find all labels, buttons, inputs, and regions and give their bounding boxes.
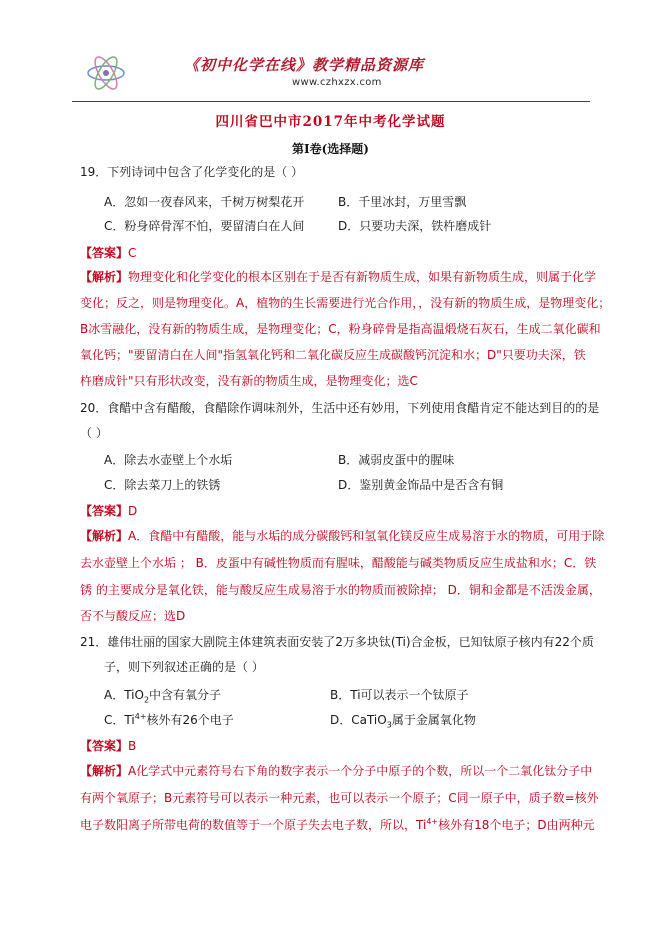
option-text: D．CaTiO bbox=[330, 713, 387, 727]
answer-label: 【答案】 bbox=[80, 504, 129, 518]
banner-title: 《初中化学在线》教学精品资源库 bbox=[184, 56, 425, 74]
answer-value: B bbox=[128, 739, 137, 753]
option-text: A．TiO bbox=[104, 688, 144, 702]
q19-option-c: C．粉身碎骨浑不怕，要留清白在人间 bbox=[104, 219, 305, 233]
analysis-text: A．食醋中有醋酸，能与水垢的成分碳酸钙和氢氧化镁反应生成易溶于水的物质，可用于除 bbox=[128, 529, 605, 543]
q20-analysis-1 bbox=[80, 528, 604, 544]
q19-analysis-1 bbox=[80, 269, 596, 285]
option-text: 核外有26个电子 bbox=[146, 713, 234, 727]
q19-analysis-3: B冰雪融化，没有新的物质生成，是物理变化；C，粉身碎骨是指高温煅烧石灰石，生成二氧化碳和 bbox=[80, 322, 601, 336]
option-text: 属于金属氧化物 bbox=[391, 713, 476, 727]
q21-option-b: B．Ti可以表示一个钛原子 bbox=[330, 688, 469, 702]
subscript: 3 bbox=[386, 720, 392, 730]
subscript: 2 bbox=[143, 695, 150, 705]
q21-option-d bbox=[330, 712, 476, 728]
q21-stem-1: 21．雄伟壮丽的国家大剧院主体建筑表面安装了2万多块钛(Ti)合金板，已知钛原子核内有22个质 bbox=[80, 635, 594, 649]
paper-title: 四川省巴中市2017年中考化学试题 bbox=[215, 114, 446, 130]
header-divider bbox=[72, 101, 590, 102]
q19-analysis-5: 杵磨成针"只有形状改变，没有新的物质生成，是物理变化；选C bbox=[80, 374, 418, 388]
q19-answer bbox=[80, 245, 136, 261]
analysis-text: A化学式中元素符号右下角的数字表示一个分子中原子的个数，所以一个二氧化钛分子中 bbox=[128, 764, 593, 778]
q20-option-c: C．除去菜刀上的铁锈 bbox=[104, 478, 221, 492]
q20-stem: 20．食醋中含有醋酸，食醋除作调味剂外，生活中还有妙用，下列使用食醋肯定不能达到目的的是 bbox=[80, 401, 600, 415]
q19-option-d: D．只要功夫深，铁杵磨成针 bbox=[338, 219, 492, 233]
analysis-label: 【解析】 bbox=[80, 764, 129, 778]
q19-option-b: B．千里冰封，万里雪飘 bbox=[338, 195, 467, 209]
analysis-label: 【解析】 bbox=[80, 270, 129, 284]
answer-label: 【答案】 bbox=[80, 246, 129, 260]
q20-analysis-3: 锈 的主要成分是氧化铁，能与酸反应生成易溶于水的物质而被除掉； D．铜和金都是不活泼金属， bbox=[80, 583, 601, 597]
q20-stem-bracket: （ ） bbox=[80, 426, 108, 440]
section-heading: 第I卷(选择题) bbox=[292, 142, 369, 156]
q21-stem-2: 子，则下列叙述正确的是（ ） bbox=[104, 660, 264, 674]
answer-label: 【答案】 bbox=[80, 739, 129, 753]
q19-stem: 19．下列诗词中包含了化学变化的是（ ） bbox=[80, 165, 304, 179]
header-banner bbox=[72, 46, 592, 98]
q21-analysis-1 bbox=[80, 763, 592, 779]
option-text: C．Ti bbox=[104, 713, 135, 727]
q21-analysis-2: 有两个氧原子；B元素符号可以表示一种元素，也可以表示一个原子；C同一原子中，质子数=核外 bbox=[80, 791, 599, 805]
analysis-text: 物理变化和化学变化的根本区别在于是否有新物质生成，如果有新物质生成，则属于化学 bbox=[128, 270, 597, 284]
q19-analysis-2: 变化；反之，则是物理变化。A，植物的生长需要进行光合作用，，没有新的物质生成，是物理变化； bbox=[80, 296, 611, 310]
q19-option-a: A．忽如一夜春风来，千树万树梨花开 bbox=[104, 195, 305, 209]
q19-analysis-4: 氧化钙；"要留清白在人间"指氢氧化钙和二氧化碳反应生成碳酸钙沉淀和水；D"只要功夫深，铁 bbox=[80, 348, 586, 362]
superscript: 4+ bbox=[426, 817, 439, 826]
q20-option-d: D．鉴别黄金饰品中是否含有铜 bbox=[338, 478, 504, 492]
q20-answer bbox=[80, 503, 137, 519]
answer-value: D bbox=[128, 504, 138, 518]
option-text: 中含有氧分子 bbox=[149, 688, 222, 702]
q20-analysis-4: 否不与酸反应；选D bbox=[80, 609, 186, 623]
analysis-label: 【解析】 bbox=[80, 529, 129, 543]
analysis-text: 核外有18个电子；D由两种元 bbox=[438, 818, 595, 832]
q20-option-a: A．除去水壶壁上个水垢 bbox=[104, 453, 233, 467]
q21-analysis-3 bbox=[80, 817, 595, 833]
q21-option-a bbox=[104, 687, 221, 703]
atom-logo-icon bbox=[84, 52, 128, 94]
superscript: 4+ bbox=[134, 712, 147, 721]
q21-answer bbox=[80, 738, 136, 754]
q20-option-b: B．减弱皮蛋中的腥味 bbox=[338, 453, 455, 467]
q20-analysis-2: 去水壶壁上个水垢 ； B．皮蛋中有碱性物质而有腥味，醋酸能与碱类物质反应生成盐和水；C．铁 bbox=[80, 556, 597, 570]
answer-value: C bbox=[128, 246, 137, 260]
banner-url[interactable]: www.czhxzx.com bbox=[292, 77, 382, 88]
q21-option-c bbox=[104, 712, 234, 728]
analysis-text: 电子数阳离子所带电荷的数值等于一个原子失去电子数，所以，Ti bbox=[80, 818, 427, 832]
